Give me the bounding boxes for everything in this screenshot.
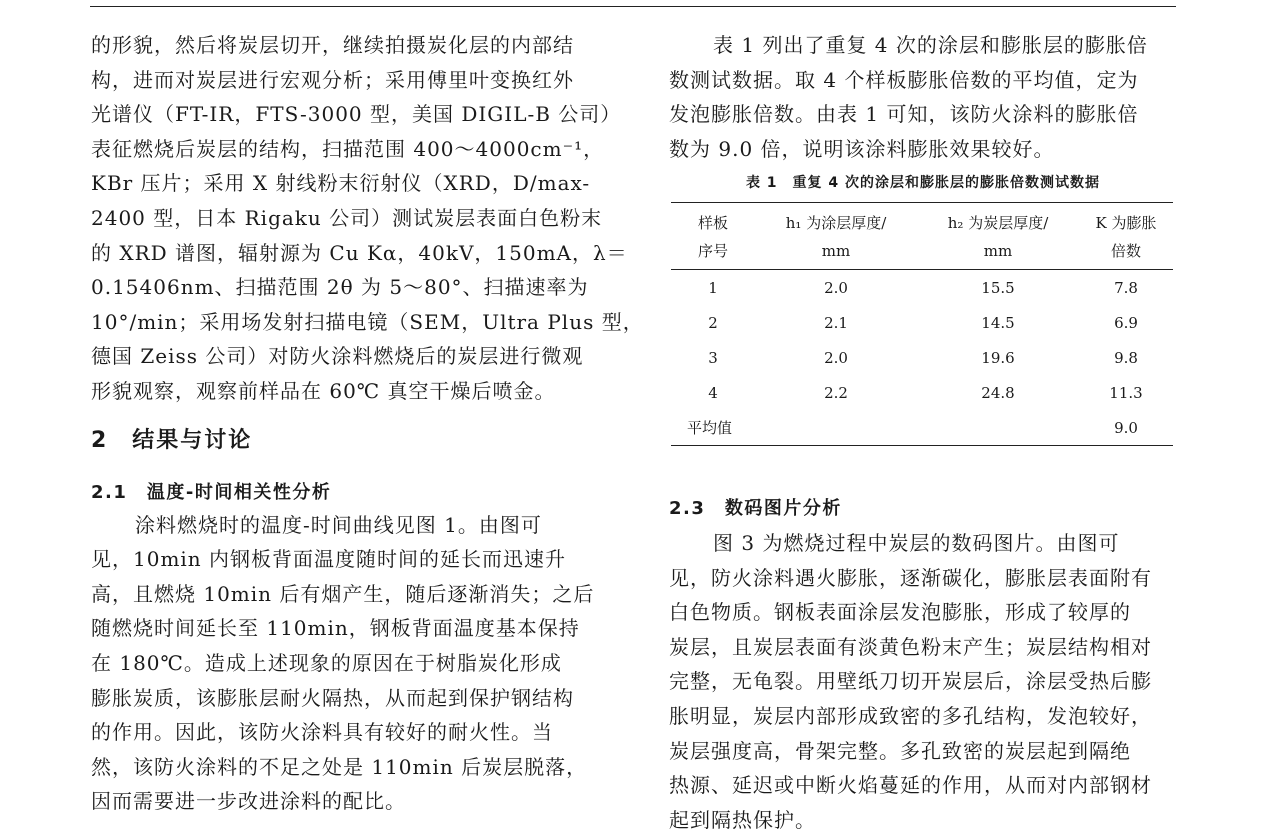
table-row <box>671 305 1173 340</box>
cell: 2.0 <box>824 348 848 367</box>
top-rule <box>90 6 1176 7</box>
table-header-row <box>671 203 1173 270</box>
text-line: KBr 压片；采用 X 射线粉末衍射仪（XRD，D/max- <box>91 171 591 196</box>
text-line: 高，且燃烧 10min 后有烟产生，随后逐渐消失；之后 <box>91 581 595 606</box>
cell: 6.9 <box>1114 313 1138 332</box>
text-line: 见，防火涂料遇火膨胀，逐渐碳化，膨胀层表面附有 <box>669 565 1152 590</box>
right-paragraph-1 <box>669 28 1177 166</box>
text-line: 然，该防火涂料的不足之处是 110min 后炭层脱落， <box>91 754 588 779</box>
text-line: 热源、延迟或中断火焰蔓延的作用，从而对内部钢材 <box>669 773 1152 798</box>
cell: 2.2 <box>824 383 848 402</box>
cell: 19.6 <box>981 348 1015 367</box>
table-caption: 表 1 重复 4 次的涂层和膨胀层的膨胀倍数测试数据 <box>745 175 1101 192</box>
left-column <box>91 28 644 819</box>
right-column-lower <box>669 494 1177 837</box>
cell: 4 <box>708 383 718 402</box>
text-line: 起到隔热保护。 <box>669 807 816 832</box>
average-value: 9.0 <box>1114 418 1138 437</box>
header-line: 序号 <box>697 242 728 260</box>
cell <box>917 410 1079 446</box>
table-row <box>671 270 1173 306</box>
cell: 9.8 <box>1114 348 1138 367</box>
cell: 11.3 <box>1109 383 1143 402</box>
text-line: 的 XRD 谱图，辐射源为 Cu Kα，40kV，150mA，λ＝ <box>91 240 628 265</box>
left-paragraph-2 <box>91 508 599 819</box>
header-line: h₁ 为涂层厚度/ <box>785 214 887 232</box>
right-column <box>669 28 1177 192</box>
text-line: 0.15406nm、扫描范围 2θ 为 5～80°、扫描速率为 <box>91 275 589 300</box>
left-paragraph-1 <box>91 28 644 409</box>
header-line: h₂ 为炭层厚度/ <box>947 214 1049 232</box>
text-line: 炭层强度高，骨架完整。多孔致密的炭层起到隔绝 <box>669 738 1131 763</box>
table-row <box>671 375 1173 410</box>
text-line: 表 1 列出了重复 4 次的涂层和膨胀层的膨胀倍 <box>713 33 1148 57</box>
table-average-row <box>671 410 1173 446</box>
section-heading-2: 2 结果与讨论 <box>91 427 253 453</box>
table-row <box>671 340 1173 375</box>
text-line: 数测试数据。取 4 个样板膨胀倍数的平均值，定为 <box>669 67 1139 92</box>
text-line: 光谱仪（FT-IR，FTS-3000 型，美国 DIGIL-B 公司） <box>91 102 622 127</box>
text-line: 随燃烧时间延长至 110min，钢板背面温度基本保持 <box>91 616 580 641</box>
cell: 2 <box>708 313 718 332</box>
cell: 24.8 <box>981 383 1015 402</box>
text-line: 构，进而对炭层进行宏观分析；采用傅里叶变换红外 <box>91 67 574 92</box>
text-line: 德国 Zeiss 公司）对防火涂料燃烧后的炭层进行微观 <box>91 344 584 369</box>
section-heading-2-3: 2.3 数码图片分析 <box>669 498 842 519</box>
header-h2 <box>917 203 1079 270</box>
text-line: 炭层，且炭层表面有淡黄色粉末产生；炭层结构相对 <box>669 634 1152 659</box>
cell: 1 <box>708 278 718 297</box>
text-line: 涂料燃烧时的温度-时间曲线见图 1。由图可 <box>135 512 542 537</box>
text-line: 见，10min 内钢板背面温度随时间的延长而迅速升 <box>91 547 567 572</box>
table-1 <box>671 202 1173 446</box>
header-line: 样板 <box>697 214 728 232</box>
text-line: 数为 9.0 倍，说明该涂料膨胀效果较好。 <box>669 136 1055 161</box>
header-h1 <box>755 203 917 270</box>
header-line: mm <box>983 242 1013 260</box>
header-line: K 为膨胀 <box>1095 214 1157 232</box>
cell: 15.5 <box>981 278 1015 297</box>
text-line: 胀明显，炭层内部形成致密的多孔结构，发泡较好， <box>669 703 1152 728</box>
text-line: 在 180℃。造成上述现象的原因在于树脂炭化形成 <box>91 650 562 675</box>
cell: 2.1 <box>824 313 848 332</box>
section-heading-2-1: 2.1 温度-时间相关性分析 <box>91 481 332 503</box>
text-line: 发泡膨胀倍数。由表 1 可知，该防火涂料的膨胀倍 <box>669 102 1139 127</box>
text-line: 表征燃烧后炭层的结构，扫描范围 400～4000cm⁻¹， <box>91 136 605 161</box>
cell <box>755 410 917 446</box>
text-line: 的形貌，然后将炭层切开，继续拍摄炭化层的内部结 <box>91 33 574 57</box>
header-k <box>1079 203 1173 270</box>
header-line: mm <box>821 242 851 260</box>
header-line: 倍数 <box>1110 242 1141 260</box>
text-line: 的作用。因此，该防火涂料具有较好的耐火性。当 <box>91 720 553 745</box>
text-line: 10°/min；采用场发射扫描电镜（SEM，Ultra Plus 型， <box>91 309 644 334</box>
cell: 2.0 <box>824 278 848 297</box>
text-line: 膨胀炭质，该膨胀层耐火隔热，从而起到保护钢结构 <box>91 685 574 710</box>
cell: 7.8 <box>1114 278 1138 297</box>
average-label: 平均值 <box>687 419 733 437</box>
text-line: 白色物质。钢板表面涂层发泡膨胀，形成了较厚的 <box>669 600 1131 625</box>
header-sample <box>671 203 755 270</box>
text-line: 因而需要进一步改进涂料的配比。 <box>91 789 406 814</box>
right-paragraph-2 <box>669 526 1177 837</box>
cell: 3 <box>708 348 718 367</box>
text-line: 完整，无龟裂。用壁纸刀切开炭层后，涂层受热后膨 <box>669 669 1152 694</box>
text-line: 2400 型，日本 Rigaku 公司）测试炭层表面白色粉末 <box>91 205 603 230</box>
cell: 14.5 <box>981 313 1015 332</box>
text-line: 图 3 为燃烧过程中炭层的数码图片。由图可 <box>713 531 1120 555</box>
text-line: 形貌观察，观察前样品在 60℃ 真空干燥后喷金。 <box>91 378 556 403</box>
